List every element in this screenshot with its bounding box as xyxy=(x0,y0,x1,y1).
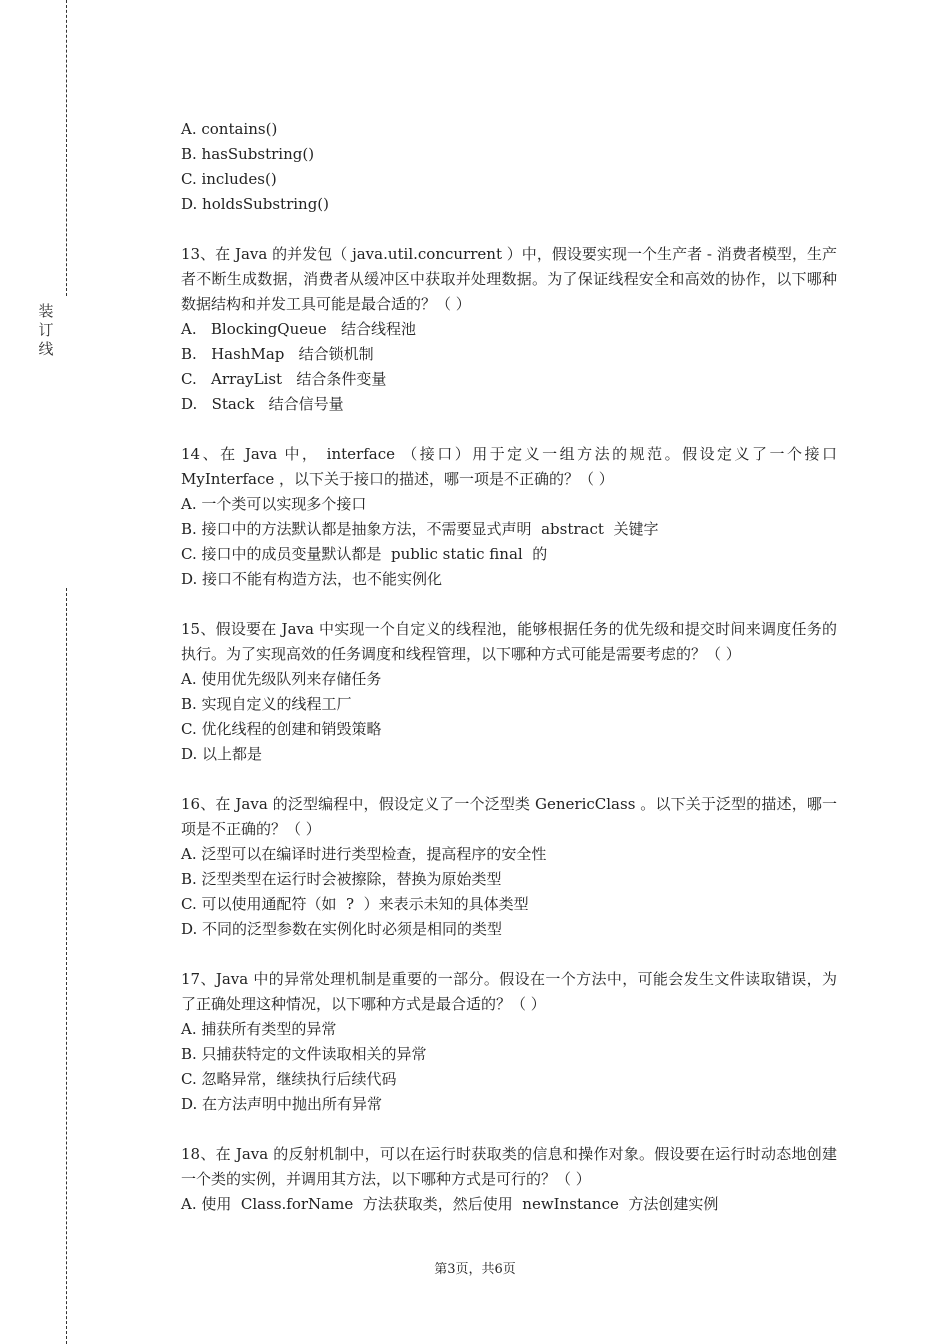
option: C. 可以使用通配符（如 ? ）来表示未知的具体类型 xyxy=(181,895,529,913)
binding-line-top xyxy=(66,0,67,296)
option: D. 以上都是 xyxy=(181,745,263,763)
binding-label-char: 装 xyxy=(38,302,54,320)
option: D. 接口不能有构造方法，也不能实例化 xyxy=(181,570,443,588)
option: A. contains() xyxy=(181,120,278,138)
question-15 xyxy=(181,617,837,767)
question-14 xyxy=(181,442,837,592)
option: B. 实现自定义的线程工厂 xyxy=(181,695,352,713)
option: B. hasSubstring() xyxy=(181,145,315,163)
question-text: 18、在 Java 的反射机制中，可以在运行时获取类的信息和操作对象。假设要在运行时动态地创建一个类的实例，并调用其方法，以下哪种方式是可行的？（ ） xyxy=(181,1145,837,1188)
option: A. 使用 Class.forName 方法获取类，然后使用 newInstance 方法创建实例 xyxy=(181,1195,719,1213)
option: C. includes() xyxy=(181,170,277,188)
question-text: 16、在 Java 的泛型编程中，假设定义了一个泛型类 GenericClass 。以下关于泛型的描述，哪一项是不正确的？（ ） xyxy=(181,795,837,838)
option: D. Stack 结合信号量 xyxy=(181,395,344,413)
option: D. holdsSubstring() xyxy=(181,195,330,213)
option: B. 只捕获特定的文件读取相关的异常 xyxy=(181,1045,427,1063)
binding-label xyxy=(36,302,56,359)
option: D. 不同的泛型参数在实例化时必须是相同的类型 xyxy=(181,920,503,938)
option: B. 泛型类型在运行时会被擦除，替换为原始类型 xyxy=(181,870,502,888)
question-text: 15、假设要在 Java 中实现一个自定义的线程池，能够根据任务的优先级和提交时间来调度任务的执行。为了实现高效的任务调度和线程管理，以下哪种方式可能是需要考虑的？（ ） xyxy=(181,620,837,663)
question-text: 13、在 Java 的并发包（ java.util.concurrent ）中，假设要实现一个生产者 - 消费者模型，生产者不断生成数据，消费者从缓冲区中获取并处理数据。为了保证线程安全和高效的协作，以下哪种数据结构和并发工具可能是最合适的？（ ） xyxy=(181,245,837,313)
option: C. 忽略异常，继续执行后续代码 xyxy=(181,1070,397,1088)
binding-line-bottom xyxy=(66,588,67,1344)
question-18 xyxy=(181,1142,837,1217)
option: D. 在方法声明中抛出所有异常 xyxy=(181,1095,383,1113)
option: A. 一个类可以实现多个接口 xyxy=(181,495,367,513)
option: A. 泛型可以在编译时进行类型检查，提高程序的安全性 xyxy=(181,845,547,863)
prev-question-options xyxy=(181,117,837,217)
option: C. 优化线程的创建和销毁策略 xyxy=(181,720,382,738)
option: A. BlockingQueue 结合线程池 xyxy=(181,320,416,338)
question-16 xyxy=(181,792,837,942)
option: A. 捕获所有类型的异常 xyxy=(181,1020,337,1038)
option: B. 接口中的方法默认都是抽象方法，不需要显式声明 abstract 关键字 xyxy=(181,520,659,538)
binding-label-char: 订 xyxy=(38,321,54,339)
question-text: 14、在 Java 中， interface （接口）用于定义一组方法的规范。假设定义了一个接口 MyInterface ，以下关于接口的描述，哪一项是不正确的？（ ） xyxy=(181,445,837,488)
question-text: 17、Java 中的异常处理机制是重要的一部分。假设在一个方法中，可能会发生文件读取错误，为了正确处理这种情况，以下哪种方式是最合适的？（ ） xyxy=(181,970,837,1013)
option: C. 接口中的成员变量默认都是 public static final 的 xyxy=(181,545,548,563)
question-17 xyxy=(181,967,837,1117)
option: C. ArrayList 结合条件变量 xyxy=(181,370,387,388)
page-footer: 第3页，共6页 xyxy=(434,1262,516,1277)
option: A. 使用优先级队列来存储任务 xyxy=(181,670,382,688)
option: B. HashMap 结合锁机制 xyxy=(181,345,374,363)
binding-label-char: 线 xyxy=(38,340,54,358)
exam-content xyxy=(181,117,837,1242)
question-13 xyxy=(181,242,837,417)
